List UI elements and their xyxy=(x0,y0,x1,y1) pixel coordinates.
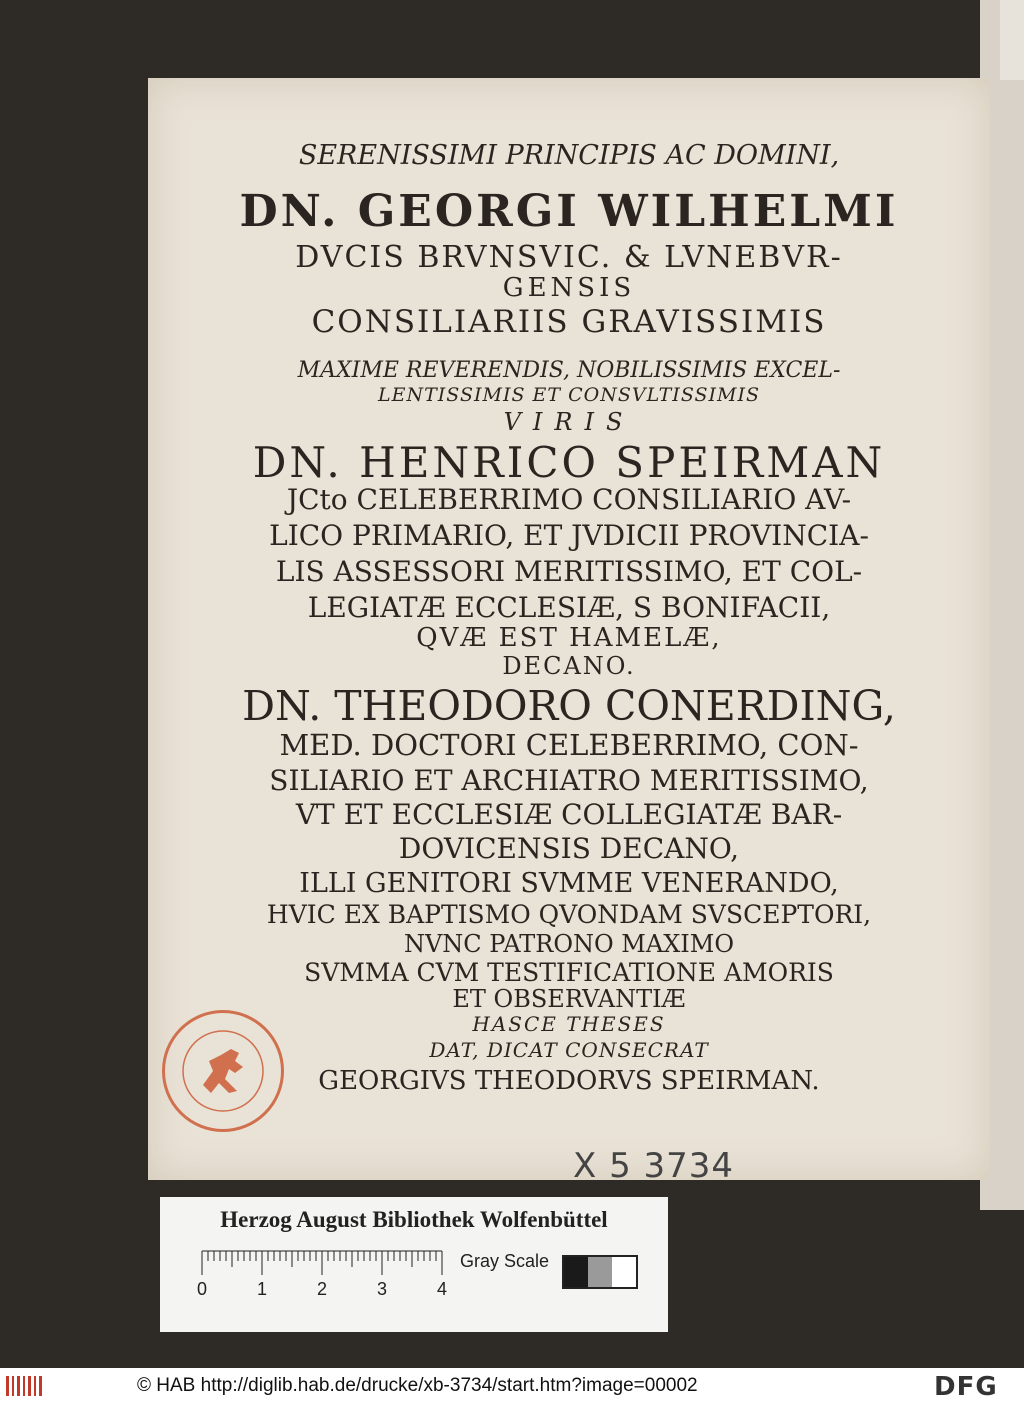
line-19: VT ET ECCLESIÆ COLLEGIATÆ BAR- xyxy=(295,798,843,831)
dfg-logo: DFG xyxy=(934,1372,998,1402)
line-7: LENTISSIMIS ET CONSVLTISSIMIS xyxy=(378,384,760,406)
line-20: DOVICENSIS DECANO, xyxy=(398,832,740,865)
shelfmark: X 5 3734 xyxy=(573,1146,735,1186)
footer-bar xyxy=(0,1368,1024,1404)
line-23: NVNC PATRONO MAXIMO xyxy=(403,930,735,958)
ruler xyxy=(196,1249,446,1297)
line-26: HASCE THESES xyxy=(472,1012,666,1036)
line-24: SVMMA CVM TESTIFICATIONE AMORIS xyxy=(304,958,834,987)
card-title: Herzog August Bibliothek Wolfenbüttel xyxy=(220,1207,608,1232)
line-12: LIS ASSESSORI MERITISSIMO, ET COL- xyxy=(275,555,863,588)
back-leaf-top xyxy=(1000,0,1024,80)
ruler-label-2: 2 xyxy=(316,1279,328,1299)
line-28: GEORGIVS THEODORVS SPEIRMAN. xyxy=(318,1066,820,1096)
line-21: ILLI GENITORI SVMME VENERANDO, xyxy=(299,868,839,899)
line-9: DN. HENRICO SPEIRMAN xyxy=(252,438,886,487)
line-25: ET OBSERVANTIÆ xyxy=(452,985,686,1013)
gray-scale-swatches xyxy=(562,1255,638,1289)
library-barcode-icon xyxy=(6,1374,42,1398)
line-8: VIRIS xyxy=(503,408,635,436)
swatch-gray xyxy=(588,1257,612,1287)
line-5: CONSILIARIIS GRAVISSIMIS xyxy=(311,304,827,340)
horse-emblem-icon xyxy=(165,1013,281,1129)
document-page xyxy=(148,78,990,1186)
gray-scale-label: Gray Scale xyxy=(460,1251,550,1271)
swatch-white xyxy=(612,1257,636,1287)
line-6: MAXIME REVERENDIS, NOBILISSIMIS EXCEL- xyxy=(297,358,841,383)
line-14: QVÆ EST HAMELÆ, xyxy=(416,623,722,653)
line-4: GENSIS xyxy=(502,273,636,303)
line-10: JCto CELEBERRIMO CONSILIARIO AV- xyxy=(286,483,852,516)
line-15: DECANO. xyxy=(502,652,636,680)
line-16: DN. THEODORO CONERDING, xyxy=(242,682,896,730)
line-22: HVIC EX BAPTISMO QVONDAM SVSCEPTORI, xyxy=(266,900,872,929)
ruler-label-1: 1 xyxy=(256,1279,268,1299)
scale-card xyxy=(160,1197,668,1332)
copyright-url[interactable]: © HAB http://diglib.hab.de/drucke/xb-3734/start.htm?image=00002 xyxy=(137,1375,698,1396)
library-stamp xyxy=(162,1010,284,1132)
line-17: MED. DOCTORI CELEBERRIMO, CON- xyxy=(279,728,859,762)
line-18: SILIARIO ET ARCHIATRO MERITISSIMO, xyxy=(269,764,869,797)
line-3: DVCIS BRVNSVIC. & LVNEBVR- xyxy=(295,240,843,275)
line-27: DAT, DICAT CONSECRAT xyxy=(429,1038,709,1062)
line-1: SERENISSIMI PRINCIPIS AC DOMINI, xyxy=(298,140,840,171)
ruler-label-0: 0 xyxy=(196,1279,208,1299)
ruler-label-3: 3 xyxy=(376,1279,388,1299)
line-2: DN. GEORGI WILHELMI xyxy=(239,186,899,237)
line-13: LEGIATÆ ECCLESIÆ, S BONIFACII, xyxy=(307,591,831,624)
line-11: LICO PRIMARIO, ET JVDICII PROVINCIA- xyxy=(269,519,869,552)
ruler-label-4: 4 xyxy=(436,1279,448,1299)
swatch-black xyxy=(564,1257,588,1287)
